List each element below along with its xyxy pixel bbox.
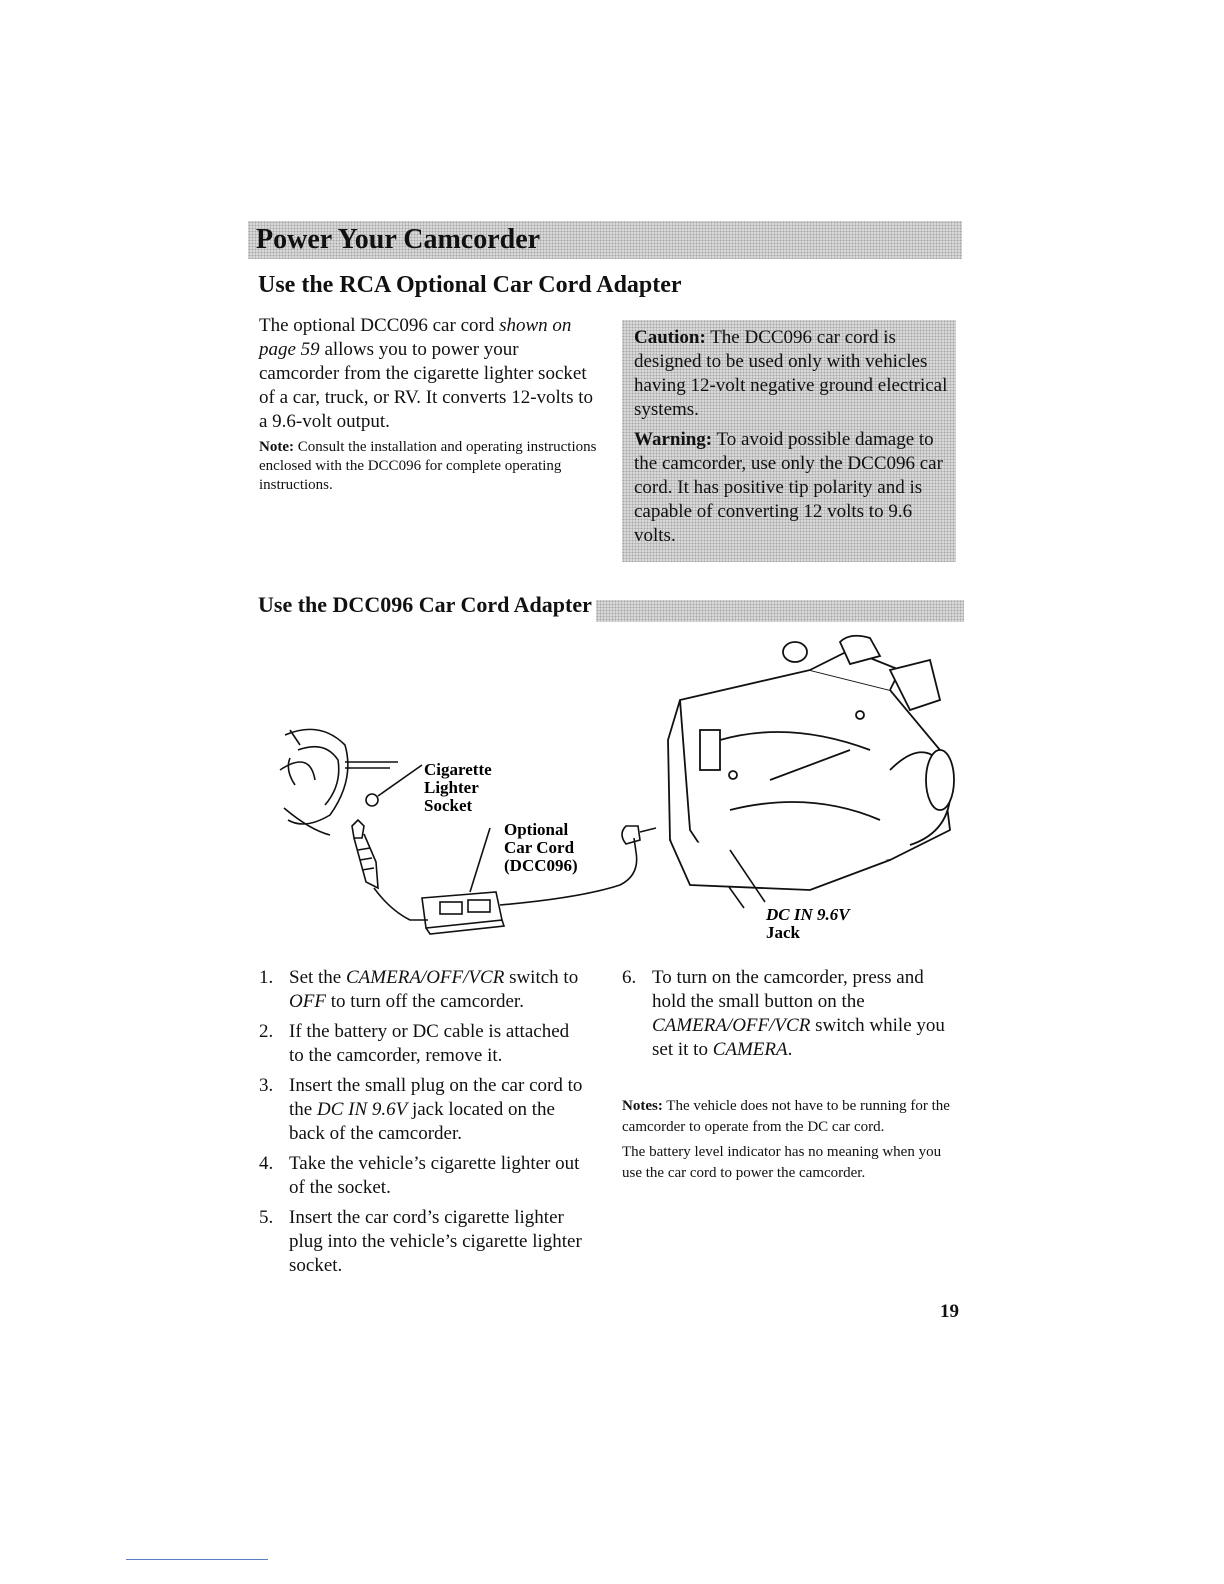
lighter-socket-icon — [366, 794, 378, 806]
caution-label: Caution: — [634, 327, 706, 348]
label-dcc096: (DCC096) — [504, 856, 578, 875]
step-text-part: Set the — [289, 967, 346, 988]
step-text: hold the small button on the — [652, 991, 865, 1012]
label-lighter: Lighter — [424, 778, 479, 797]
step-text — [652, 1038, 792, 1062]
step-text — [289, 990, 524, 1014]
step-text: Take the vehicle’s cigarette lighter out — [289, 1153, 580, 1174]
step-text: back of the camcorder. — [289, 1123, 463, 1144]
step-text — [289, 1098, 555, 1122]
step-4 — [259, 1152, 609, 1200]
step-switch-name: CAMERA/OFF/VCR — [346, 967, 505, 988]
notes-block — [622, 1096, 952, 1188]
step-jack-name: DC IN 9.6V — [316, 1099, 408, 1120]
page-number: 19 — [940, 1301, 959, 1322]
section-title: Power Your Camcorder — [256, 224, 541, 255]
heading-rule — [596, 600, 964, 622]
note-text: Consult the installation and operating instructions enclosed with the DCC096 for complete operating instructions. — [259, 439, 597, 493]
heading-car-cord-adapter: Use the RCA Optional Car Cord Adapter — [258, 272, 682, 298]
caution-text: The DCC096 car cord is designed to be used only with vehicles having 12-volt negative ground electrical systems. — [634, 327, 948, 420]
step-text: socket. — [289, 1255, 343, 1276]
step-text: of the socket. — [289, 1177, 391, 1198]
step-text: If the battery or DC cable is attached — [289, 1021, 570, 1042]
steering-wheel-illustration — [280, 729, 398, 835]
step-3 — [259, 1074, 609, 1146]
step-text: to the camcorder, remove it. — [289, 1045, 503, 1066]
intro-text-a: The optional DCC096 car cord — [259, 315, 500, 336]
step-1 — [259, 966, 609, 1014]
notes-label: Notes: — [622, 1098, 663, 1114]
label-socket: Socket — [424, 796, 473, 815]
note-text: The vehicle does not have to be running for the camcorder to operate from the DC car cord. — [622, 1098, 950, 1135]
note-label: Note: — [259, 439, 294, 455]
step-number: 2. — [259, 1021, 274, 1042]
step-text: Insert the small plug on the car cord to — [289, 1075, 583, 1096]
label-optional: Optional — [504, 820, 569, 839]
adapter-box — [422, 892, 504, 934]
step-number: 1. — [259, 967, 274, 988]
step-text-part: . — [787, 1039, 793, 1060]
heading-dcc096-adapter: Use the DCC096 Car Cord Adapter — [258, 592, 592, 617]
step-text-part: switch while you — [810, 1015, 945, 1036]
step-switch-name: CAMERA/OFF/VCR — [652, 1015, 811, 1036]
intro-paragraph — [259, 314, 599, 434]
camcorder-illustration — [668, 636, 954, 890]
step-switch-position: CAMERA — [712, 1039, 788, 1060]
step-text — [289, 966, 578, 990]
label-jack: Jack — [766, 923, 800, 942]
step-switch-position: OFF — [289, 991, 326, 1012]
warning-text: To avoid possible damage to the camcorder, use only the DCC096 car cord. It has positive tip polarity and is capable of converting 12 volts to 9.6 volts. — [634, 429, 943, 546]
step-text — [652, 1014, 945, 1038]
caution-paragraph — [634, 326, 952, 422]
label-dc-in: DC IN 9.6V — [766, 905, 850, 924]
intro-text-b: allows you to power your camcorder from the cigarette lighter socket of a car, truck, or RV. It converts 12-volts to a 9.6-volt output. — [259, 339, 594, 432]
footer-rule — [126, 1559, 268, 1560]
step-text-part: the — [289, 1099, 317, 1120]
step-number: 6. — [622, 967, 637, 988]
step-text-part: switch to — [504, 967, 579, 988]
step-number: 4. — [259, 1153, 274, 1174]
step-text-part: set it to — [652, 1039, 713, 1060]
step-text-part: to turn off the camcorder. — [325, 991, 524, 1012]
warning-paragraph — [634, 428, 952, 548]
label-car-cord: Car Cord — [504, 838, 575, 857]
note-vehicle — [622, 1096, 952, 1138]
warning-label: Warning: — [634, 429, 713, 450]
step-5 — [259, 1206, 609, 1278]
step-2 — [259, 1020, 609, 1068]
label-cigarette: Cigarette — [424, 760, 492, 779]
note-battery: The battery level indicator has no meaning when you use the car cord to power the camcorder. — [622, 1144, 942, 1181]
step-text: plug into the vehicle’s cigarette lighter — [289, 1231, 582, 1252]
note-paragraph — [259, 438, 599, 495]
step-text-part: jack located on the — [407, 1099, 555, 1120]
step-number: 5. — [259, 1207, 274, 1228]
step-text: To turn on the camcorder, press and — [652, 967, 924, 988]
step-6 — [622, 966, 967, 1062]
lighter-plug-icon — [352, 820, 378, 888]
car-cord-diagram — [250, 630, 970, 950]
page-reference: shown on page 59 — [259, 315, 572, 360]
step-text: Insert the car cord’s cigarette lighter — [289, 1207, 564, 1228]
step-number: 3. — [259, 1075, 274, 1096]
